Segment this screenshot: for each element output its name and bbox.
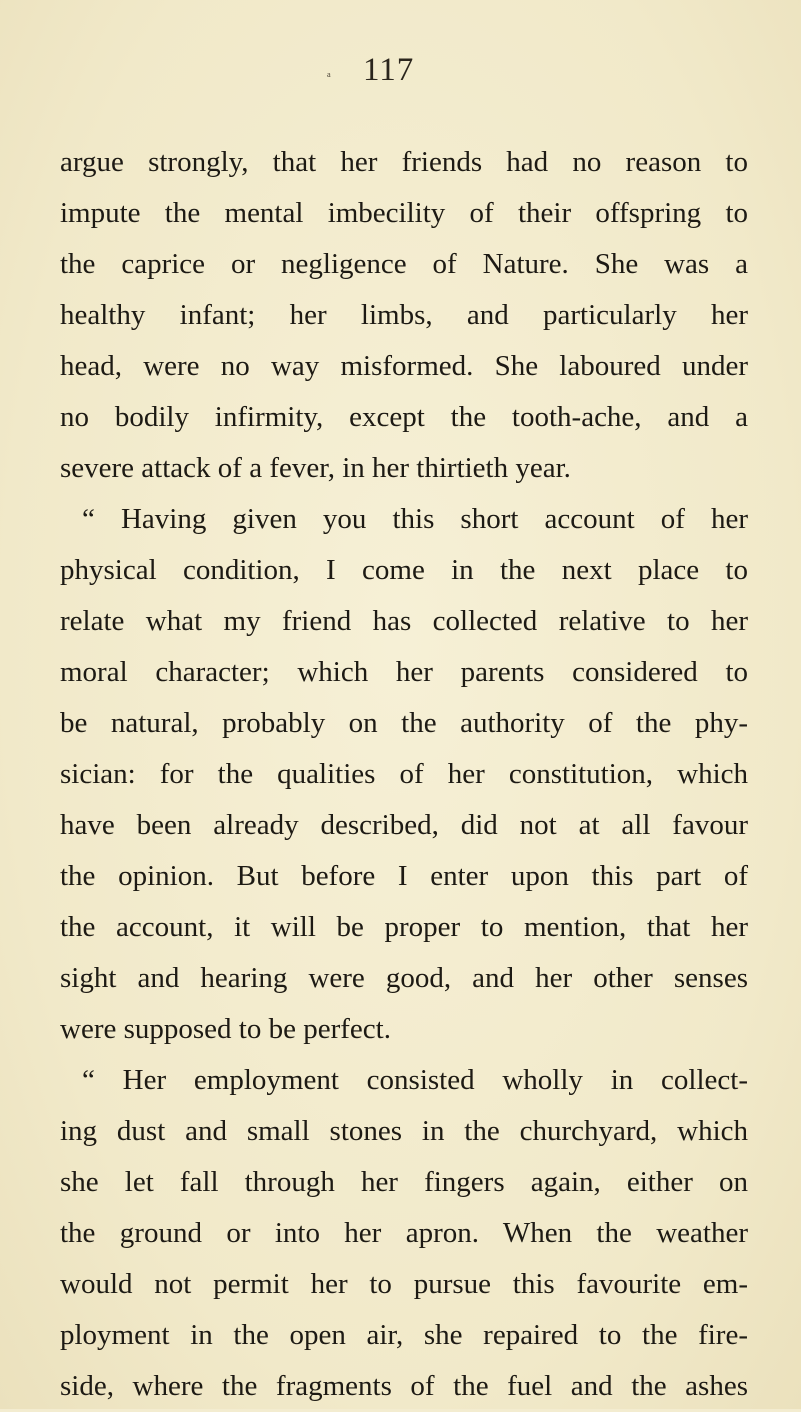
text-line: argue strongly, that her friends had no reason to — [60, 146, 748, 178]
text-line: sician: for the qualities of her constitution, which — [60, 758, 748, 790]
text-line: ployment in the open air, she repaired to the fire- — [60, 1319, 748, 1351]
text-line: she let fall through her fingers again, either on — [60, 1166, 748, 1198]
text-line: be natural, probably on the authority of the phy- — [60, 707, 748, 739]
text-line: were supposed to be perfect. — [60, 1013, 391, 1045]
printer-mark: ᵃ — [327, 70, 331, 85]
text-line: the account, it will be proper to mention, that her — [60, 911, 748, 943]
text-line: ing dust and small stones in the churchyard, which — [60, 1115, 748, 1147]
text-line: have been already described, did not at all favour — [60, 809, 748, 841]
page-header — [0, 52, 801, 92]
text-line: head, were no way misformed. She laboured under — [60, 350, 748, 382]
text-line: side, where the fragments of the fuel and the ashes — [60, 1370, 748, 1402]
text-line: sight and hearing were good, and her other senses — [60, 962, 748, 994]
text-line: the opinion. But before I enter upon this part of — [60, 860, 748, 892]
text-line: relate what my friend has collected relative to her — [60, 605, 748, 637]
text-line: moral character; which her parents considered to — [60, 656, 748, 688]
text-line: no bodily infirmity, except the tooth-ache, and a — [60, 401, 748, 433]
text-line: impute the mental imbecility of their offspring to — [60, 197, 748, 229]
text-line: the ground or into her apron. When the weather — [60, 1217, 748, 1249]
paragraph-start-line: “ Her employment consisted wholly in collect- — [82, 1064, 748, 1096]
text-line: healthy infant; her limbs, and particularly her — [60, 299, 748, 331]
paragraph-start-line: “ Having given you this short account of her — [82, 503, 748, 535]
page-number: 117 — [363, 52, 415, 88]
body-text — [60, 137, 748, 1412]
text-line: would not permit her to pursue this favourite em- — [60, 1268, 748, 1300]
text-line: the caprice or negligence of Nature. She was a — [60, 248, 748, 280]
text-line: physical condition, I come in the next place to — [60, 554, 748, 586]
text-line: severe attack of a fever, in her thirtieth year. — [60, 452, 571, 484]
